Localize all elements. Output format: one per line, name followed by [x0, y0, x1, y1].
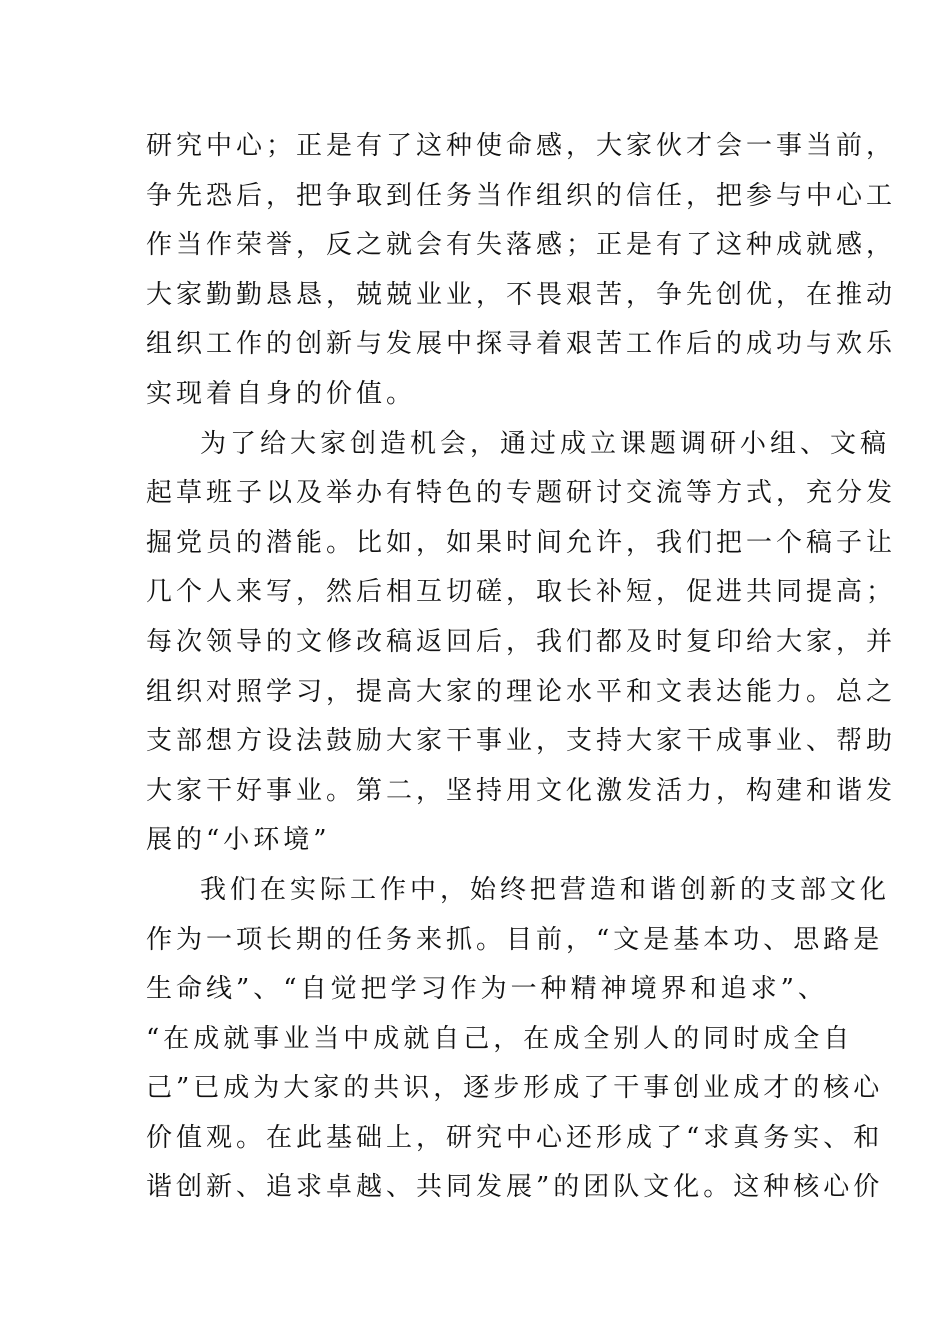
text-line: 组织工作的创新与发展中探寻着艰苦工作后的成功与欢乐	[146, 329, 897, 360]
text-line: 生命线”、“自觉把学习作为一种精神境界和追求”、	[146, 974, 828, 1005]
text-line: 为了给大家创造机会，通过成立课题调研小组、文稿	[200, 428, 891, 459]
text-line: 价值观。在此基础上，研究中心还形成了“求真务实、和	[146, 1122, 884, 1153]
paragraph-3	[146, 866, 891, 1213]
text-line: 大家干好事业。第二，坚持用文化激发活力，构建和谐发	[146, 775, 897, 806]
text-line: 支部想方设法鼓励大家干事业，支持大家干成事业、帮助	[146, 726, 897, 757]
text-line: 每次领导的文修改稿返回后，我们都及时复印给大家，并	[146, 626, 897, 657]
paragraph-2	[146, 420, 897, 866]
text-line: 掘党员的潜能。比如，如果时间允许，我们把一个稿子让	[146, 527, 897, 558]
text-line: 实现着自身的价值。	[146, 378, 417, 409]
text-line: 己”已成为大家的共识，逐步形成了干事创业成才的核心	[146, 1073, 884, 1104]
text-line: 争先恐后，把争取到任务当作组织的信任，把参与中心工	[146, 180, 897, 211]
text-line: 大家勤勤恳恳，兢兢业业，不畏艰苦，争先创优，在推动	[146, 279, 897, 310]
document-body	[146, 122, 897, 1213]
text-line: 几个人来写，然后相互切磋，取长补短，促进共同提高；	[146, 577, 897, 608]
text-line: 作当作荣誉，反之就会有失落感；正是有了这种成就感，	[146, 230, 897, 261]
text-line: 作为一项长期的任务来抓。目前，“文是基本功、思路是	[146, 924, 884, 955]
text-line: 研究中心；正是有了这种使命感，大家伙才会一事当前，	[146, 131, 897, 161]
text-line: 谐创新、追求卓越、共同发展”的团队文化。这种核心价	[146, 1172, 884, 1203]
text-line: 起草班子以及举办有特色的专题研讨交流等方式，充分发	[146, 478, 897, 509]
paragraph-1	[146, 122, 897, 420]
text-line: 我们在实际工作中，始终把营造和谐创新的支部文化	[200, 874, 891, 905]
text-line: “在成就事业当中成就自己，在成全别人的同时成全自	[146, 1023, 854, 1054]
text-line: 组织对照学习，提高大家的理论水平和文表达能力。总之	[146, 676, 897, 707]
text-line: 展的“小环境”	[146, 825, 331, 856]
